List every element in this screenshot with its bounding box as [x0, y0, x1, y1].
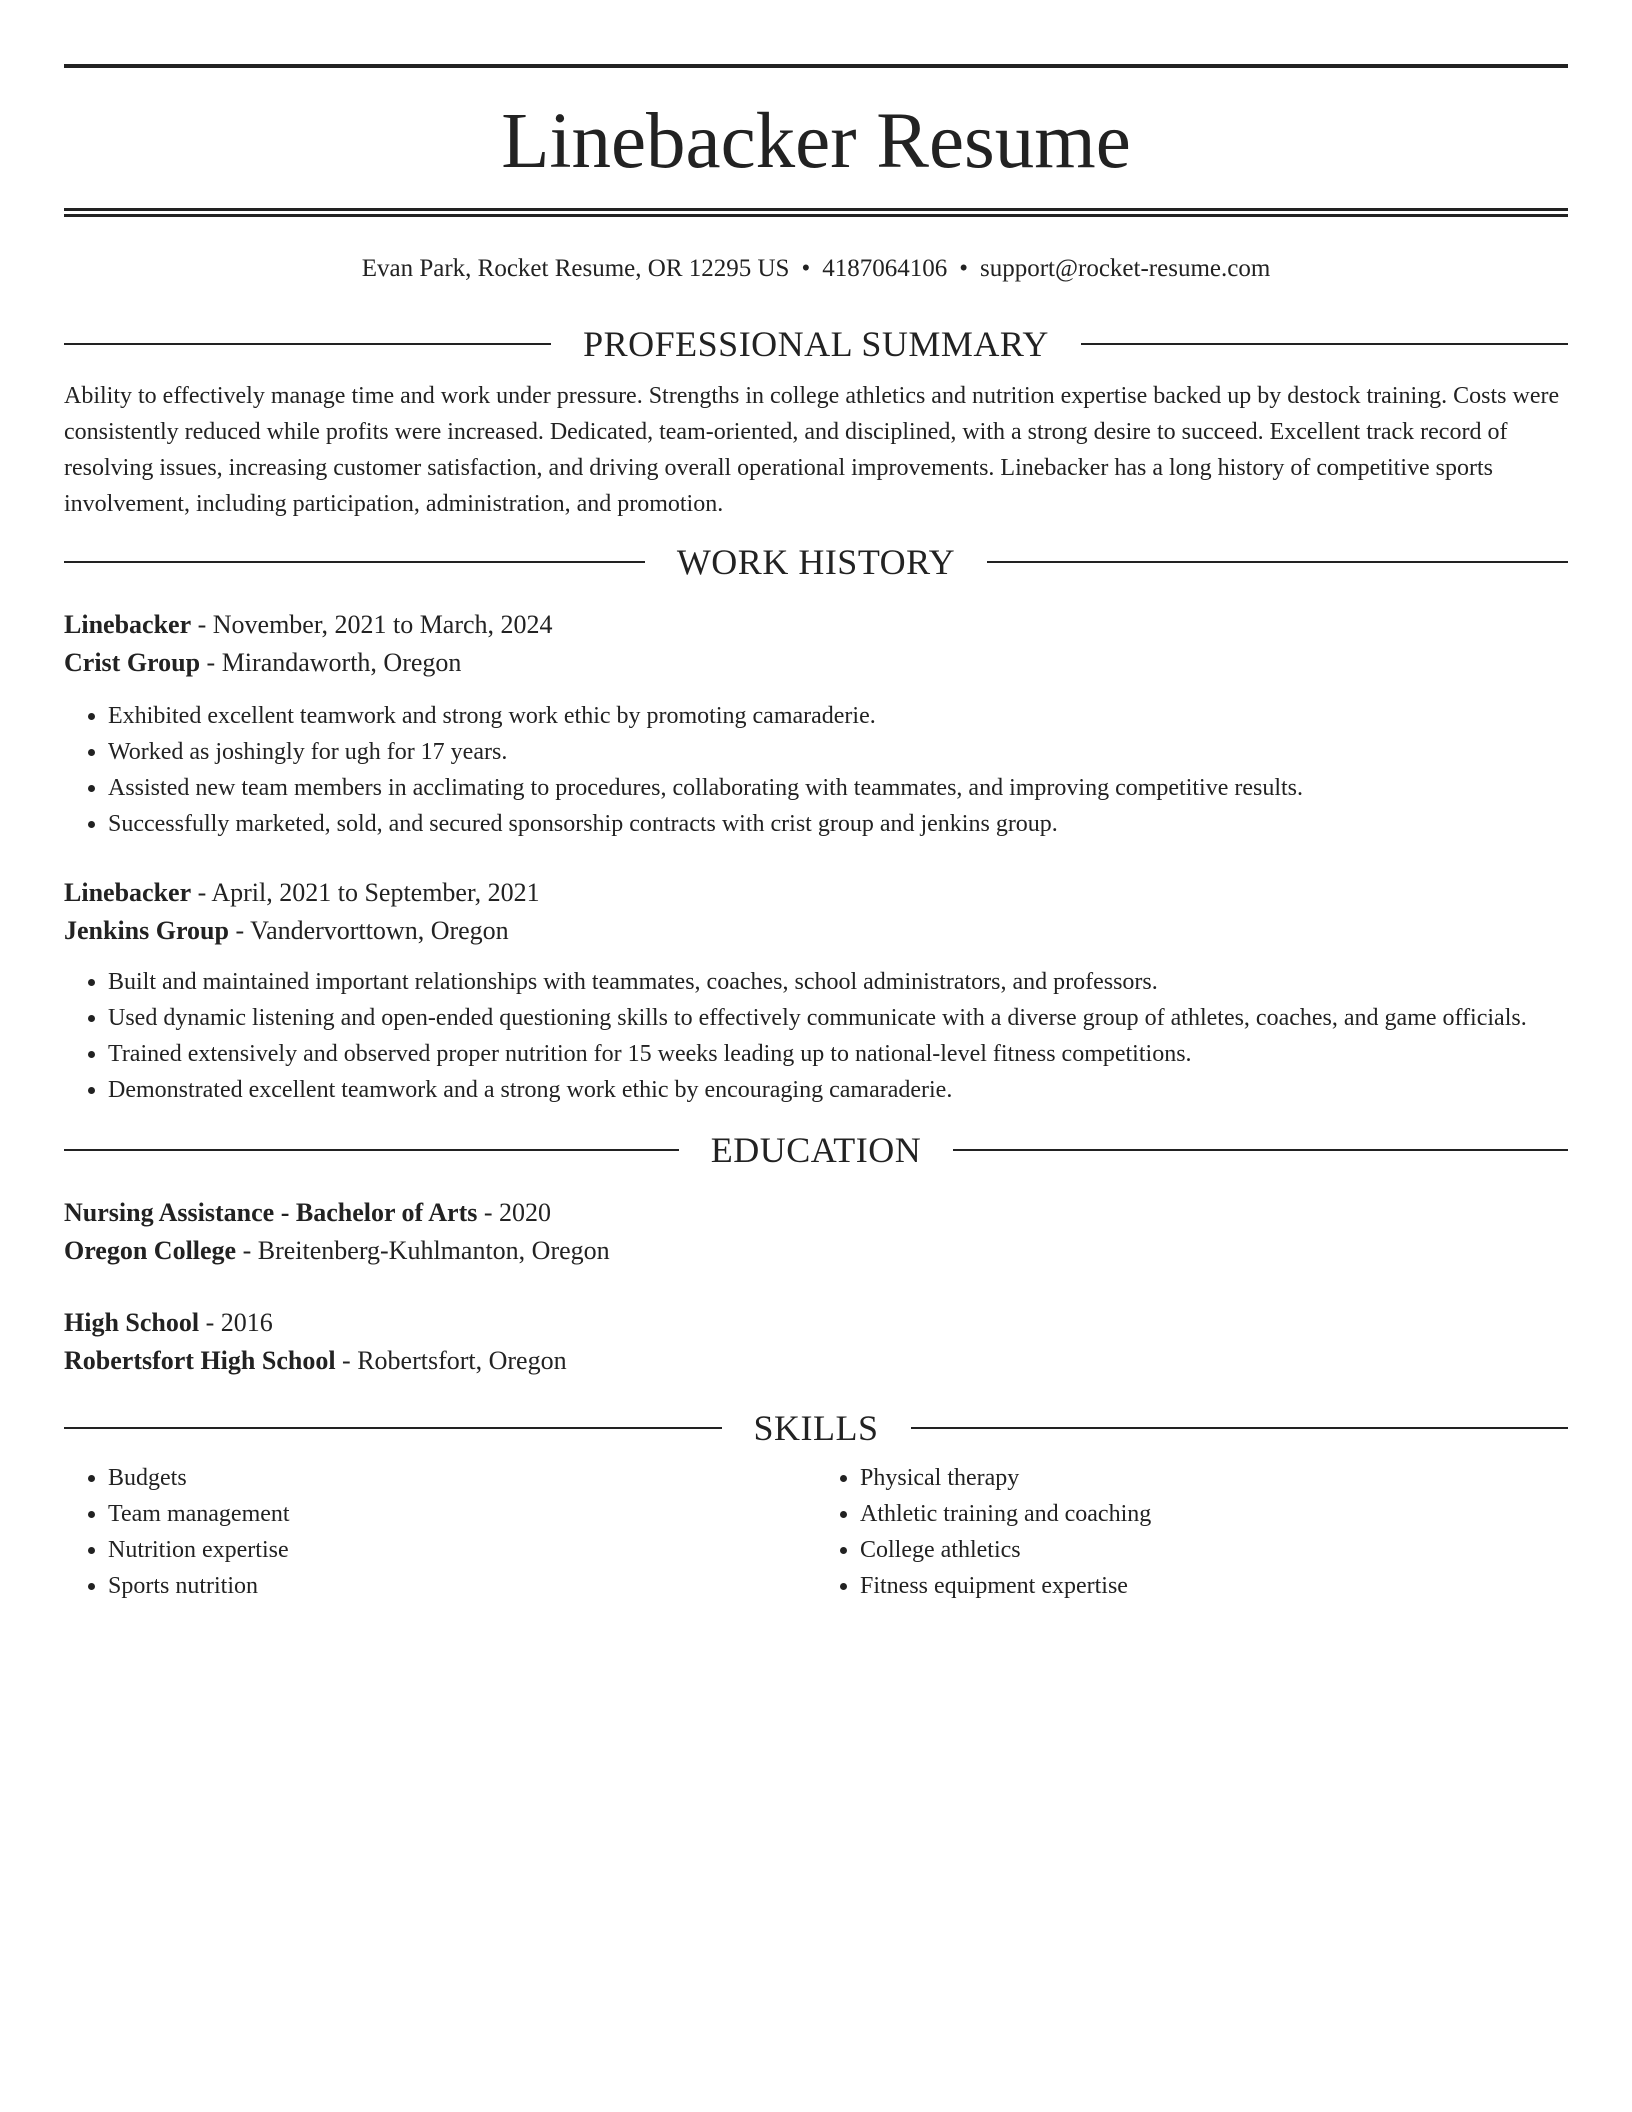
heading-rule-right [1081, 343, 1568, 345]
heading-rule-left [64, 343, 551, 345]
resume-title: Linebacker Resume [501, 98, 1131, 185]
skill-item: • Nutrition expertise [108, 1532, 816, 1568]
skill-item: • College athletics [860, 1532, 1568, 1568]
contact-separator: • [801, 255, 811, 282]
job-location: - Vandervorttown, Oregon [228, 916, 509, 945]
education-year: - 2020 [477, 1198, 552, 1227]
education-degree-line [64, 1304, 1568, 1342]
job-company: Crist Group [64, 648, 201, 677]
skills-column-left [64, 1460, 816, 1604]
education-entry [64, 1194, 1568, 1270]
section-title: EDUCATION [710, 1130, 922, 1170]
skill-item: • Sports nutrition [108, 1568, 816, 1604]
contact-separator: • [959, 255, 968, 282]
section-heading-work-history [64, 544, 1568, 580]
job-entry [64, 874, 1568, 1108]
job-entry [64, 606, 1568, 842]
top-rule [64, 64, 1568, 68]
education-school-line [64, 1232, 1568, 1270]
heading-rule-left [64, 561, 645, 563]
education-school-line [64, 1342, 1568, 1380]
job-bullets [64, 964, 1568, 1108]
heading-rule-right [911, 1427, 1569, 1429]
contact-email: support@rocket-resume.com [979, 255, 1271, 282]
education-degree-line [64, 1194, 1568, 1232]
job-bullet: • Exhibited excellent teamwork and strong work ethic by promoting camaraderie. [108, 698, 1568, 734]
education-year: - 2016 [199, 1308, 273, 1337]
section-heading-summary [64, 326, 1568, 362]
section-heading-education [64, 1132, 1568, 1168]
job-title: Linebacker [64, 878, 192, 907]
section-title: WORK HISTORY [676, 542, 956, 582]
job-dates: - November, 2021 to March, 2024 [191, 610, 553, 639]
job-company-line [64, 912, 1568, 950]
job-bullet: • Trained extensively and observed proper nutrition for 15 weeks leading up to national-level fitness competitions. [108, 1036, 1568, 1072]
job-location: - Mirandaworth, Oregon [200, 648, 462, 677]
contact-line [64, 252, 1568, 286]
job-bullet: • Successfully marketed, sold, and secured sponsorship contracts with crist group and jenkins group. [108, 806, 1568, 842]
job-bullet: • Used dynamic listening and open-ended questioning skills to effectively communicate with a diverse group of athletes, coaches, and game officials. [108, 1000, 1568, 1036]
skill-item: • Team management [108, 1496, 816, 1532]
job-bullet: • Worked as joshingly for ugh for 17 years. [108, 734, 1568, 770]
job-bullet: • Built and maintained important relationships with teammates, coaches, school administrators, and professors. [108, 964, 1568, 1000]
job-bullet: • Assisted new team members in acclimating to procedures, collaborating with teammates, and improving competitive results. [108, 770, 1568, 806]
education-location: - Breitenberg-Kuhlmanton, Oregon [236, 1236, 610, 1265]
skills-list [64, 1460, 1568, 1604]
education-school: Oregon College [64, 1236, 237, 1265]
skill-item: • Physical therapy [860, 1460, 1568, 1496]
job-bullets [64, 698, 1568, 842]
contact-phone: 4187064106 [822, 255, 948, 282]
job-dates: - April, 2021 to September, 2021 [191, 878, 540, 907]
job-title-line [64, 874, 1568, 912]
education-degree: Nursing Assistance - Bachelor of Arts [64, 1198, 478, 1227]
job-company-line [64, 644, 1568, 682]
skill-item: • Fitness equipment expertise [860, 1568, 1568, 1604]
job-title-line [64, 606, 1568, 644]
section-title: SKILLS [753, 1408, 879, 1448]
skills-column-right [816, 1460, 1568, 1604]
education-entry [64, 1304, 1568, 1380]
heading-rule-right [987, 561, 1568, 563]
job-company: Jenkins Group [64, 916, 229, 945]
contact-address: Evan Park, Rocket Resume, OR 12295 US [361, 255, 790, 282]
education-degree: High School [64, 1308, 200, 1337]
title-double-rule [64, 208, 1568, 217]
summary-text: Ability to effectively manage time and work under pressure. Strengths in college athletics and nutrition expertise backed up by destock training. Costs were consistently reduced while profits were increased. Dedicated, team-oriented, and disciplined, with a strong desire to succeed. Excellent track record of resolving issues, increasing customer satisfaction, and driving overall operational improvements. Linebacker has a long history of competitive sports involvement, including participation, administration, and promotion. [64, 383, 1560, 517]
heading-rule-left [64, 1149, 679, 1151]
education-location: - Robertsfort, Oregon [335, 1346, 567, 1375]
skill-item: • Budgets [108, 1460, 816, 1496]
heading-rule-left [64, 1427, 722, 1429]
education-school: Robertsfort High School [64, 1346, 336, 1375]
job-title: Linebacker [64, 610, 192, 639]
section-title: PROFESSIONAL SUMMARY [583, 324, 1049, 364]
skill-item: • Athletic training and coaching [860, 1496, 1568, 1532]
heading-rule-right [953, 1149, 1568, 1151]
job-bullet: • Demonstrated excellent teamwork and a strong work ethic by encouraging camaraderie. [108, 1072, 1568, 1108]
section-heading-skills [64, 1410, 1568, 1446]
